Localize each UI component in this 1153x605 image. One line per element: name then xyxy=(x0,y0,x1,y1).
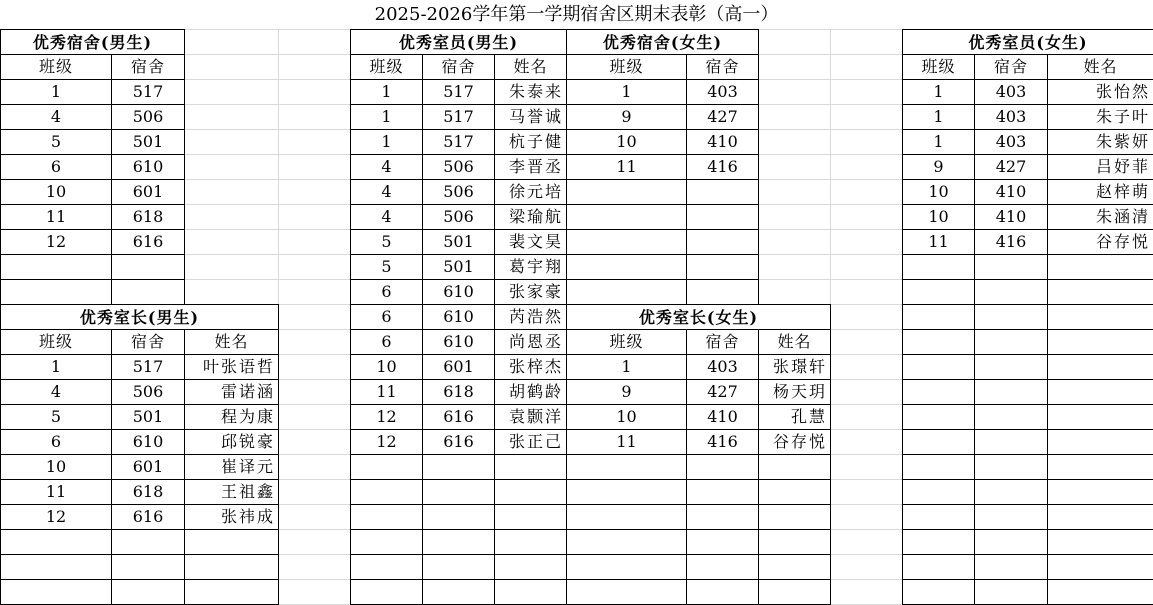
table-cell-name xyxy=(184,579,279,605)
table-cell-dorm: 403 xyxy=(686,354,759,380)
table-cell-dorm xyxy=(974,504,1048,530)
table-cell-name: 胡鹤龄 xyxy=(494,379,567,405)
table-cell-name: 张家豪 xyxy=(494,279,567,305)
table-cell-class: 1 xyxy=(0,79,112,105)
table-title: 优秀室员(女生) xyxy=(968,33,1088,52)
table-cell-class: 5 xyxy=(350,254,423,280)
table-cell-name: 雷诺涵 xyxy=(184,379,279,405)
table-cell-dorm: 416 xyxy=(686,154,759,180)
table-cell-dorm xyxy=(686,229,759,255)
table-cell-name xyxy=(184,529,279,555)
table-cell-class: 1 xyxy=(902,104,975,130)
table-cell-class: 4 xyxy=(350,179,423,205)
table-cell-name: 袁颢洋 xyxy=(494,404,567,430)
table-cell-dorm: 610 xyxy=(111,154,185,180)
table-cell-dorm: 601 xyxy=(422,354,495,380)
table-cell-class: 5 xyxy=(350,229,423,255)
table-cell-name: 朱涵清 xyxy=(1047,204,1153,230)
table-cell-name xyxy=(1047,554,1153,580)
table-cell-class: 11 xyxy=(902,229,975,255)
table-cell-class: 6 xyxy=(350,279,423,305)
table-cell-dorm: 610 xyxy=(422,279,495,305)
table-cell-class xyxy=(566,279,687,305)
table-cell-class xyxy=(350,579,423,605)
table-cell-class: 1 xyxy=(350,129,423,155)
table-cell-class: 10 xyxy=(902,204,975,230)
table-cell-dorm: 610 xyxy=(422,304,495,330)
table-cell-dorm: 416 xyxy=(974,229,1048,255)
table-cell-name xyxy=(1047,254,1153,280)
table-cell-name xyxy=(1047,479,1153,505)
table-title: 优秀宿舍(男生) xyxy=(32,33,153,52)
table-cell-dorm: 616 xyxy=(422,429,495,455)
table-cell-class: 11 xyxy=(0,479,112,505)
table-title: 优秀室长(男生) xyxy=(79,308,200,327)
table-cell-name: 朱子叶 xyxy=(1047,104,1153,130)
table-cell-name: 程为康 xyxy=(184,404,279,430)
table-title: 优秀室长(女生) xyxy=(638,308,759,327)
table-title-cell xyxy=(566,304,831,330)
table-cell-dorm: 517 xyxy=(422,104,495,130)
table-cell-dorm xyxy=(422,504,495,530)
table-cell-class: 9 xyxy=(566,104,687,130)
table-cell-class xyxy=(350,529,423,555)
table-cell-dorm xyxy=(974,304,1048,330)
table-cell-class xyxy=(566,454,687,480)
table-cell-name: 芮浩然 xyxy=(494,304,567,330)
table-cell-dorm: 427 xyxy=(974,154,1048,180)
table-cell-dorm: 403 xyxy=(974,79,1048,105)
table-cell-name: 朱紫妍 xyxy=(1047,129,1153,155)
table-cell-dorm: 501 xyxy=(111,404,185,430)
table-cell-class xyxy=(902,429,975,455)
table-cell-dorm: 618 xyxy=(111,204,185,230)
table-cell-class: 6 xyxy=(350,304,423,330)
table-cell-name: 张怡然 xyxy=(1047,79,1153,105)
table-cell-dorm xyxy=(686,504,759,530)
table-cell-dorm: 610 xyxy=(111,429,185,455)
table-cell-name xyxy=(758,479,831,505)
table-title: 优秀室员(男生) xyxy=(398,33,519,52)
table-cell-class: 12 xyxy=(350,429,423,455)
table-cell-name xyxy=(1047,429,1153,455)
table-cell-name: 叶张语哲 xyxy=(184,354,279,380)
table-cell-name: 赵梓萌 xyxy=(1047,179,1153,205)
table-cell-name: 王祖鑫 xyxy=(184,479,279,505)
table-cell-dorm: 410 xyxy=(686,129,759,155)
table-cell-class: 4 xyxy=(350,154,423,180)
table-title-cell xyxy=(0,304,279,330)
table-title-cell xyxy=(350,29,567,55)
table-cell-dorm xyxy=(974,554,1048,580)
table-cell-dorm: 517 xyxy=(111,354,185,380)
table-cell-dorm: 403 xyxy=(974,104,1048,130)
table-cell-dorm xyxy=(686,454,759,480)
table-cell-name: 邱锐豪 xyxy=(184,429,279,455)
table-cell-class xyxy=(902,479,975,505)
column-header-class: 班级 xyxy=(0,329,112,355)
table-cell-name: 马誉诚 xyxy=(494,104,567,130)
table-cell-dorm: 403 xyxy=(974,129,1048,155)
table-cell-dorm: 601 xyxy=(111,179,185,205)
table-cell-dorm xyxy=(974,429,1048,455)
table-cell-class xyxy=(902,279,975,305)
table-cell-dorm: 506 xyxy=(111,379,185,405)
page-title: 2025-2026学年第一学期宿舍区期末表彰（高一） xyxy=(374,4,779,25)
table-cell-class xyxy=(902,504,975,530)
table-cell-class xyxy=(350,504,423,530)
table-cell-dorm: 427 xyxy=(686,104,759,130)
table-cell-name xyxy=(1047,304,1153,330)
table-cell-dorm xyxy=(422,579,495,605)
table-cell-class xyxy=(350,479,423,505)
table-cell-class xyxy=(350,454,423,480)
table-cell-name xyxy=(1047,404,1153,430)
table-cell-dorm: 618 xyxy=(422,379,495,405)
table-cell-name xyxy=(1047,504,1153,530)
table-cell-dorm: 410 xyxy=(974,204,1048,230)
table-cell-dorm: 501 xyxy=(422,254,495,280)
table-cell-class: 1 xyxy=(566,354,687,380)
table-cell-class xyxy=(566,554,687,580)
table-cell-class: 5 xyxy=(0,404,112,430)
table-cell-dorm xyxy=(974,529,1048,555)
table-cell-name: 张祎成 xyxy=(184,504,279,530)
table-cell-dorm: 506 xyxy=(422,204,495,230)
table-cell-dorm xyxy=(974,454,1048,480)
table-cell-dorm xyxy=(422,554,495,580)
table-cell-class xyxy=(0,579,112,605)
table-cell-dorm xyxy=(686,479,759,505)
table-cell-name: 朱泰来 xyxy=(494,79,567,105)
table-cell-class: 1 xyxy=(902,129,975,155)
table-cell-class xyxy=(902,379,975,405)
table-cell-class: 6 xyxy=(0,154,112,180)
table-cell-dorm xyxy=(686,204,759,230)
table-cell-name xyxy=(758,579,831,605)
table-cell-class: 4 xyxy=(0,379,112,405)
table-cell-dorm xyxy=(974,379,1048,405)
table-cell-class: 6 xyxy=(350,329,423,355)
table-cell-dorm: 616 xyxy=(111,229,185,255)
table-cell-dorm: 618 xyxy=(111,479,185,505)
table-cell-dorm xyxy=(422,479,495,505)
table-cell-class: 10 xyxy=(566,129,687,155)
table-cell-class xyxy=(0,279,112,305)
table-cell-name xyxy=(494,579,567,605)
table-cell-class xyxy=(566,529,687,555)
table-cell-name xyxy=(1047,579,1153,605)
table-cell-class xyxy=(0,529,112,555)
table-cell-dorm xyxy=(111,254,185,280)
table-cell-dorm xyxy=(686,254,759,280)
table-cell-name: 张璟轩 xyxy=(758,354,831,380)
table-cell-class xyxy=(566,204,687,230)
table-cell-dorm xyxy=(974,354,1048,380)
table-cell-name: 梁瑜航 xyxy=(494,204,567,230)
table-cell-class xyxy=(902,304,975,330)
column-header-class: 班级 xyxy=(902,54,975,80)
table-cell-dorm xyxy=(422,454,495,480)
table-cell-name: 吕妤菲 xyxy=(1047,154,1153,180)
table-cell-name xyxy=(758,454,831,480)
table-cell-dorm: 517 xyxy=(422,79,495,105)
table-cell-class: 1 xyxy=(350,104,423,130)
column-header-dorm: 宿舍 xyxy=(686,54,759,80)
table-cell-name: 杭子健 xyxy=(494,129,567,155)
table-cell-class xyxy=(566,229,687,255)
table-cell-dorm xyxy=(111,579,185,605)
table-cell-class: 1 xyxy=(350,79,423,105)
table-cell-dorm: 501 xyxy=(422,229,495,255)
table-cell-name xyxy=(494,504,567,530)
table-cell-class xyxy=(902,354,975,380)
table-title-cell xyxy=(902,29,1153,55)
column-header-dorm: 宿舍 xyxy=(111,329,185,355)
table-cell-class: 4 xyxy=(0,104,112,130)
table-cell-name xyxy=(1047,354,1153,380)
table-cell-dorm xyxy=(974,279,1048,305)
table-cell-dorm: 517 xyxy=(111,79,185,105)
table-cell-name xyxy=(1047,529,1153,555)
table-cell-class xyxy=(902,529,975,555)
table-cell-class xyxy=(566,579,687,605)
table-cell-class: 10 xyxy=(902,179,975,205)
table-cell-class: 4 xyxy=(350,204,423,230)
table-cell-class: 12 xyxy=(350,404,423,430)
column-header-name: 姓名 xyxy=(494,54,567,80)
table-cell-dorm xyxy=(111,554,185,580)
column-header-name: 姓名 xyxy=(758,329,831,355)
table-cell-class: 11 xyxy=(0,204,112,230)
table-cell-name xyxy=(1047,329,1153,355)
table-cell-dorm xyxy=(974,479,1048,505)
table-cell-dorm xyxy=(974,329,1048,355)
table-cell-class: 1 xyxy=(566,79,687,105)
column-header-name: 姓名 xyxy=(184,329,279,355)
table-cell-name: 孔慧 xyxy=(758,404,831,430)
table-cell-dorm: 427 xyxy=(686,379,759,405)
table-cell-name: 杨天玥 xyxy=(758,379,831,405)
table-cell-dorm: 506 xyxy=(111,104,185,130)
table-cell-class xyxy=(350,554,423,580)
table-cell-dorm: 506 xyxy=(422,154,495,180)
table-cell-class: 11 xyxy=(350,379,423,405)
table-cell-class: 9 xyxy=(902,154,975,180)
table-cell-class xyxy=(902,329,975,355)
table-cell-name xyxy=(494,554,567,580)
table-cell-dorm: 616 xyxy=(111,504,185,530)
table-cell-class: 1 xyxy=(0,354,112,380)
table-cell-name: 裴文昊 xyxy=(494,229,567,255)
column-header-class: 班级 xyxy=(566,54,687,80)
table-cell-name: 张正己 xyxy=(494,429,567,455)
table-cell-class: 12 xyxy=(0,504,112,530)
table-cell-class: 10 xyxy=(0,454,112,480)
table-cell-class: 12 xyxy=(0,229,112,255)
column-header-dorm: 宿舍 xyxy=(422,54,495,80)
column-header-class: 班级 xyxy=(0,54,112,80)
table-cell-class xyxy=(902,554,975,580)
table-cell-class: 9 xyxy=(566,379,687,405)
table-cell-dorm: 410 xyxy=(974,179,1048,205)
table-cell-dorm xyxy=(974,254,1048,280)
table-cell-name: 李晋丞 xyxy=(494,154,567,180)
table-cell-class xyxy=(566,179,687,205)
table-cell-name: 谷存悦 xyxy=(758,429,831,455)
table-cell-dorm xyxy=(974,579,1048,605)
column-header-name: 姓名 xyxy=(1047,54,1153,80)
table-cell-dorm: 616 xyxy=(422,404,495,430)
table-cell-class: 11 xyxy=(566,429,687,455)
column-header-class: 班级 xyxy=(566,329,687,355)
table-cell-class: 1 xyxy=(902,79,975,105)
column-header-dorm: 宿舍 xyxy=(974,54,1048,80)
table-cell-dorm: 501 xyxy=(111,129,185,155)
table-cell-class xyxy=(902,404,975,430)
table-cell-class: 5 xyxy=(0,129,112,155)
table-cell-dorm xyxy=(422,529,495,555)
table-cell-name: 徐元培 xyxy=(494,179,567,205)
table-title-cell xyxy=(0,29,185,55)
table-cell-name xyxy=(494,529,567,555)
table-cell-class: 10 xyxy=(566,404,687,430)
column-header-class: 班级 xyxy=(350,54,423,80)
table-cell-name: 葛宇翔 xyxy=(494,254,567,280)
table-cell-name xyxy=(1047,379,1153,405)
table-cell-class xyxy=(902,454,975,480)
table-cell-name xyxy=(494,454,567,480)
table-cell-class xyxy=(902,579,975,605)
table-cell-class xyxy=(902,254,975,280)
table-title-cell xyxy=(566,29,759,55)
column-header-dorm: 宿舍 xyxy=(111,54,185,80)
table-cell-name xyxy=(758,554,831,580)
table-cell-dorm: 403 xyxy=(686,79,759,105)
table-cell-dorm xyxy=(111,279,185,305)
table-cell-name: 崔译元 xyxy=(184,454,279,480)
table-cell-dorm xyxy=(686,529,759,555)
table-cell-dorm xyxy=(686,279,759,305)
table-cell-dorm: 410 xyxy=(686,404,759,430)
table-cell-name: 尚恩丞 xyxy=(494,329,567,355)
table-cell-dorm xyxy=(686,554,759,580)
table-cell-class: 6 xyxy=(0,429,112,455)
table-cell-class: 11 xyxy=(566,154,687,180)
table-cell-dorm: 601 xyxy=(111,454,185,480)
table-cell-name xyxy=(1047,279,1153,305)
table-cell-name xyxy=(494,479,567,505)
table-cell-name xyxy=(758,529,831,555)
table-cell-name: 张梓杰 xyxy=(494,354,567,380)
table-cell-class: 10 xyxy=(0,179,112,205)
table-cell-dorm: 506 xyxy=(422,179,495,205)
table-cell-class xyxy=(0,254,112,280)
table-cell-dorm xyxy=(686,179,759,205)
table-cell-name xyxy=(758,504,831,530)
table-cell-name xyxy=(184,554,279,580)
table-cell-dorm: 416 xyxy=(686,429,759,455)
table-cell-dorm: 517 xyxy=(422,129,495,155)
table-cell-name: 谷存悦 xyxy=(1047,229,1153,255)
table-cell-class xyxy=(566,254,687,280)
table-cell-dorm xyxy=(111,529,185,555)
table-cell-name xyxy=(1047,454,1153,480)
table-title: 优秀宿舍(女生) xyxy=(602,33,723,52)
table-cell-dorm xyxy=(974,404,1048,430)
table-cell-dorm xyxy=(686,579,759,605)
column-header-dorm: 宿舍 xyxy=(686,329,759,355)
table-cell-class xyxy=(566,504,687,530)
table-cell-dorm: 610 xyxy=(422,329,495,355)
table-cell-class: 10 xyxy=(350,354,423,380)
table-cell-class xyxy=(0,554,112,580)
table-cell-class xyxy=(566,479,687,505)
